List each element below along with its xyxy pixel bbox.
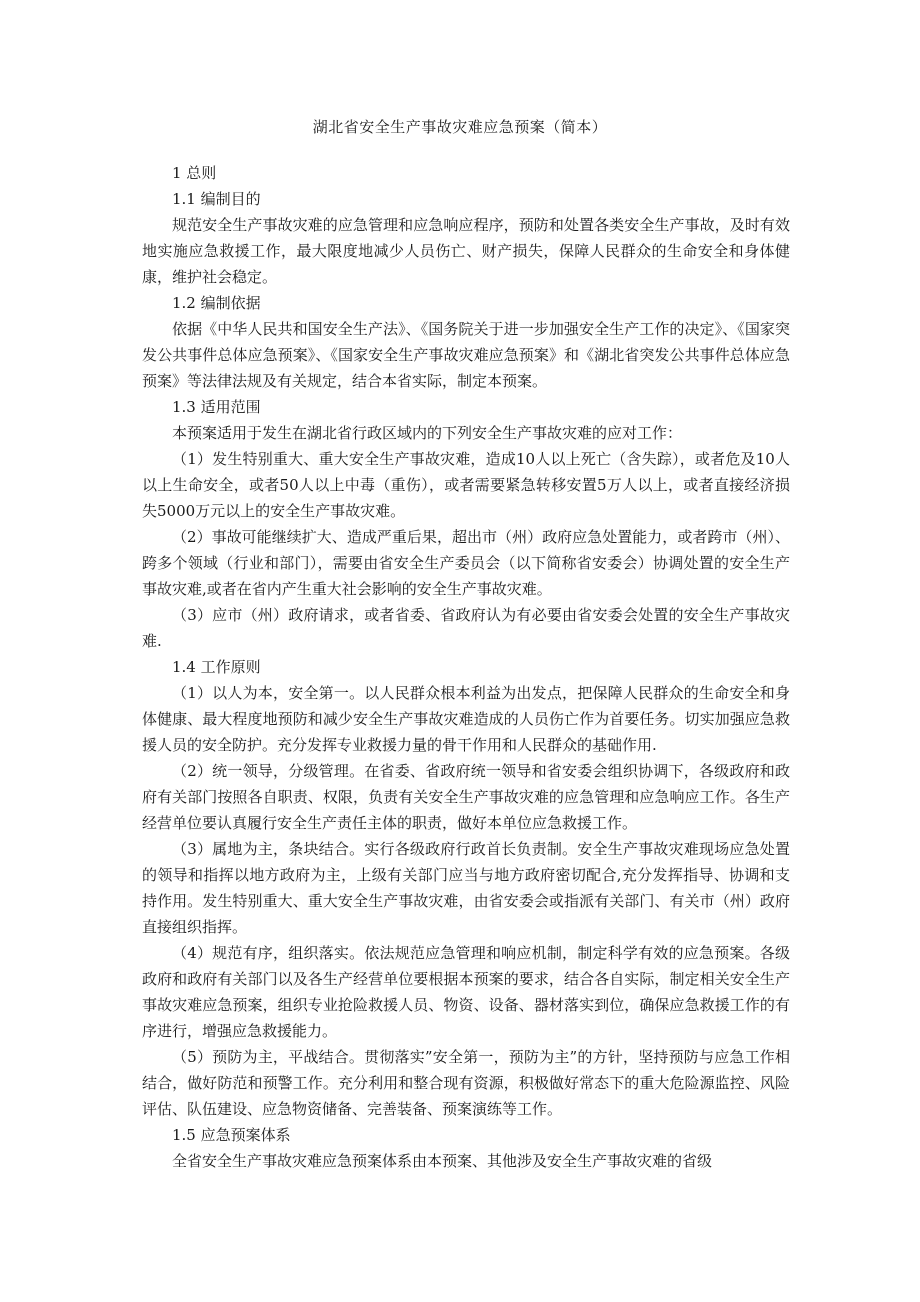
paragraph-principle-5: （5）预防为主，平战结合。贯彻落实”安全第一，预防为主”的方针，坚持预防与应急工作相结合，做好防范和预警工作。充分利用和整合现有资源，积极做好常态下的重大危险源监控、风险评估、队伍建设、应急物资储备、完善装备、预案演练等工作。 xyxy=(142,1048,790,1118)
paragraph-basis: 依据《中华人民共和国安全生产法》、《国务院关于进一步加强安全生产工作的决定》、《国家突发公共事件总体应急预案》、《国家安全生产事故灾难应急预案》和《湖北省突发公共事件总体应急预案》等法律法规及有关规定，结合本省实际，制定本预案。 xyxy=(142,320,790,390)
paragraph-scope-item-1: （1）发生特别重大、重大安全生产事故灾难，造成10人以上死亡（含失踪），或者危及10人以上生命安全，或者50人以上中毒（重伤），或者需要紧急转移安置5万人以上，或者直接经济损失5000万元以上的安全生产事故灾难。 xyxy=(142,450,790,520)
section-heading-1: 1 总则 xyxy=(172,164,217,182)
section-heading-1-5: 1.5 应急预案体系 xyxy=(172,1126,291,1144)
paragraph-principle-1: （1）以人为本，安全第一。以人民群众根本利益为出发点，把保障人民群众的生命安全和身体健康、最大程度地预防和减少安全生产事故灾难造成的人员伤亡作为首要任务。切实加强应急救援人员的安全防护。充分发挥专业救援力量的骨干作用和人民群众的基础作用. xyxy=(142,684,790,754)
paragraph-scope-item-3: （3）应市（州）政府请求，或者省委、省政府认为有必要由省安委会处置的安全生产事故灾难. xyxy=(142,606,790,650)
paragraph-plan-system: 全省安全生产事故灾难应急预案体系由本预案、其他涉及安全生产事故灾难的省级 xyxy=(172,1152,713,1170)
paragraph-scope-item-2: （2）事故可能继续扩大、造成严重后果，超出市（州）政府应急处置能力，或者跨市（州）、跨多个领域（行业和部门），需要由省安全生产委员会（以下简称省安委会）协调处置的安全生产事故灾难,或者在省内产生重大社会影响的安全生产事故灾难。 xyxy=(142,528,790,598)
paragraph-principle-2: （2）统一领导，分级管理。在省委、省政府统一领导和省安委会组织协调下，各级政府和政府有关部门按照各自职责、权限，负责有关安全生产事故灾难的应急管理和应急响应工作。各生产经营单位要认真履行安全生产责任主体的职责，做好本单位应急救援工作。 xyxy=(142,762,790,832)
paragraph-purpose: 规范安全生产事故灾难的应急管理和应急响应程序，预防和处置各类安全生产事故，及时有效地实施应急救援工作，最大限度地减少人员伤亡、财产损失，保障人民群众的生命安全和身体健康，维护社会稳定。 xyxy=(142,216,790,286)
paragraph-scope-intro: 本预案适用于发生在湖北省行政区域内的下列安全生产事故灾难的应对工作： xyxy=(172,424,683,442)
section-heading-1-1: 1.1 编制目的 xyxy=(172,190,261,208)
paragraph-principle-3: （3）属地为主，条块结合。实行各级政府行政首长负责制。安全生产事故灾难现场应急处置的领导和指挥以地方政府为主，上级有关部门应当与地方政府密切配合,充分发挥指导、协调和支持作用。发生特别重大、重大安全生产事故灾难，由省安委会或指派有关部门、有关市（州）政府直接组织指挥。 xyxy=(142,840,790,936)
document-title: 湖北省安全生产事故灾难应急预案（简本） xyxy=(312,118,608,136)
section-heading-1-4: 1.4 工作原则 xyxy=(172,658,261,676)
section-heading-1-3: 1.3 适用范围 xyxy=(172,398,261,416)
paragraph-principle-4: （4）规范有序，组织落实。依法规范应急管理和响应机制，制定科学有效的应急预案。各级政府和政府有关部门以及各生产经营单位要根据本预案的要求，结合各自实际，制定相关安全生产事故灾难应急预案，组织专业抢险救援人员、物资、设备、器材落实到位，确保应急救援工作的有序进行，增强应急救援能力。 xyxy=(142,944,790,1040)
document-body xyxy=(142,160,790,1174)
section-heading-1-2: 1.2 编制依据 xyxy=(172,294,261,312)
